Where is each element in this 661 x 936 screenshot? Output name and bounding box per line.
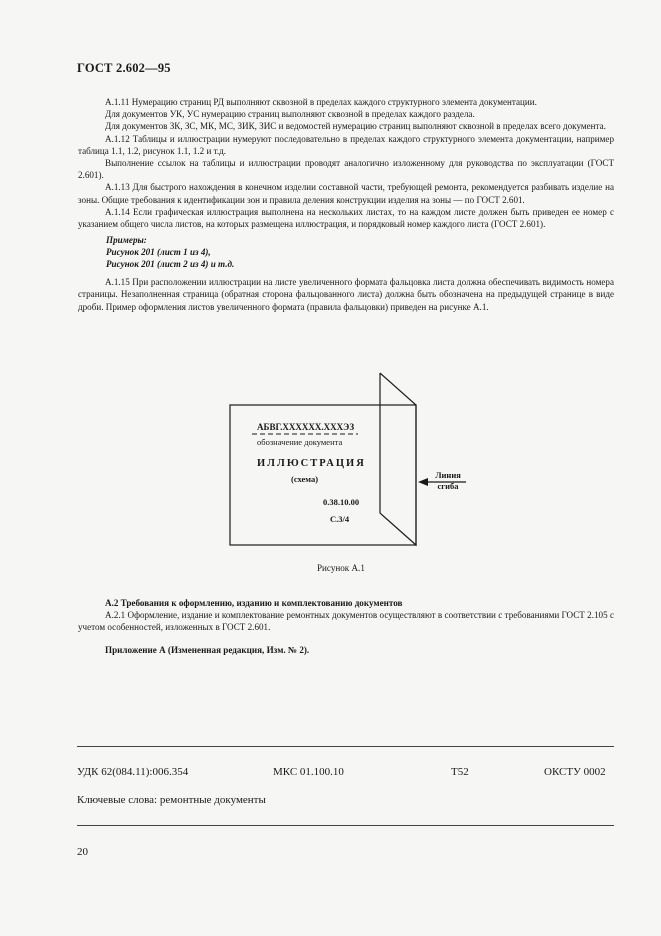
figure-page: С.3/4 (330, 514, 350, 524)
figure-doc-code: АБВГ.XXXXXX.XXXЭЗ (257, 422, 355, 432)
paragraph-uk-us: Для документов УК, УС нумерацию страниц выполняют сквозной в пределах каждого раздела. (105, 109, 475, 120)
figure-illustration-title: ИЛЛЮСТРАЦИЯ (257, 458, 366, 469)
page-header-title: ГОСТ 2.602—95 (77, 61, 171, 75)
figure-doc-code-label: обозначение документа (257, 437, 343, 447)
fold-line-arrow-icon (418, 478, 428, 486)
section-a2 (78, 597, 614, 634)
examples-label: Примеры: (106, 235, 147, 246)
figure-a1 (230, 372, 470, 552)
paragraph-a1-14: А.1.14 Если графическая иллюстрация выполнена на нескольких листах, то на каждом листе должен быть приведен ее номер с указанием общего числа листов, на которых размещена иллюстрация, и порядковый номер каждого листа (ГОСТ 2.601). (78, 206, 614, 230)
paragraph-a1-13: А.1.13 Для быстрого нахождения в конечном изделии составной части, требующей ремонта, рекомендуется разбивать изделие на зоны. Общие требования к идентификации зон и правила деления конструкции изделия на зоны — по ГОСТ 2.601. (78, 182, 614, 205)
example-item: Рисунок 201 (лист 1 из 4), (106, 247, 211, 258)
section-a2-title: А.2 Требования к оформлению, изданию и комплектованию документов (105, 598, 403, 608)
body-text (78, 96, 614, 313)
examples-block (106, 234, 614, 270)
figure-subtitle: (схема) (291, 474, 319, 484)
paragraph-a2-1: А.2.1 Оформление, издание и комплектование ремонтных документов осуществляют в соответствии с требованиями ГОСТ 2.105 с учетом особенностей, изложенных в ГОСТ 2.601. (78, 610, 614, 633)
okstu-code: ОКСТУ 0002 (544, 766, 606, 778)
figure-number: 0.38.10.00 (323, 497, 360, 507)
footer-divider-bottom (77, 825, 614, 826)
t-code: Т52 (451, 766, 469, 778)
footer-divider-top (77, 746, 614, 747)
paragraph-a1-12: А.1.12 Таблицы и иллюстрации нумеруют последовательно в пределах каждого структурного элемента документации, например таблица 1.1, 1.2, рисунок 1.1, 1.2 и т.д. (78, 133, 614, 156)
udk-code: УДК 62(084.11):006.354 (77, 766, 189, 778)
annex-note: Приложение А (Измененная редакция, Изм. № 2). (105, 645, 310, 655)
example-item: Рисунок 201 (лист 2 из 4) и т.д. (106, 259, 235, 270)
keywords: Ключевые слова: ремонтные документы (77, 794, 266, 806)
fold-line-label (430, 470, 466, 492)
fold-line-label-1: Линия (435, 470, 461, 480)
paragraph-a1-15: А.1.15 При расположении иллюстрации на листе увеличенного формата фальцовка листа должна обеспечивать видимость номера страницы. Незаполненная страница (обратная сторона фальцованного листа) должна быть обозначена на предыдущей странице в виде дроби. Пример оформления листов увеличенного формата (правила фальцовки) приведен на рисунке А.1. (78, 277, 614, 312)
page-number: 20 (77, 846, 88, 858)
paragraph-zk-zs: Для документов ЗК, ЗС, МК, МС, ЗИК, ЗИС и ведомостей нумерацию страниц выполняют сквозной в пределах всего документа. (105, 121, 606, 132)
figure-caption: Рисунок А.1 (317, 563, 365, 573)
mks-code: МКС 01.100.10 (273, 766, 344, 778)
paragraph-a1-11: А.1.11 Нумерацию страниц РД выполняют сквозной в пределах каждого структурного элемента документации. (105, 97, 537, 107)
fold-line-label-2: сгиба (437, 481, 459, 491)
paragraph-references: Выполнение ссылок на таблицы и иллюстрации проводят аналогично изложенному для руководства по эксплуатации (ГОСТ 2.601). (78, 158, 614, 181)
sheet-folded-flap (380, 373, 416, 545)
